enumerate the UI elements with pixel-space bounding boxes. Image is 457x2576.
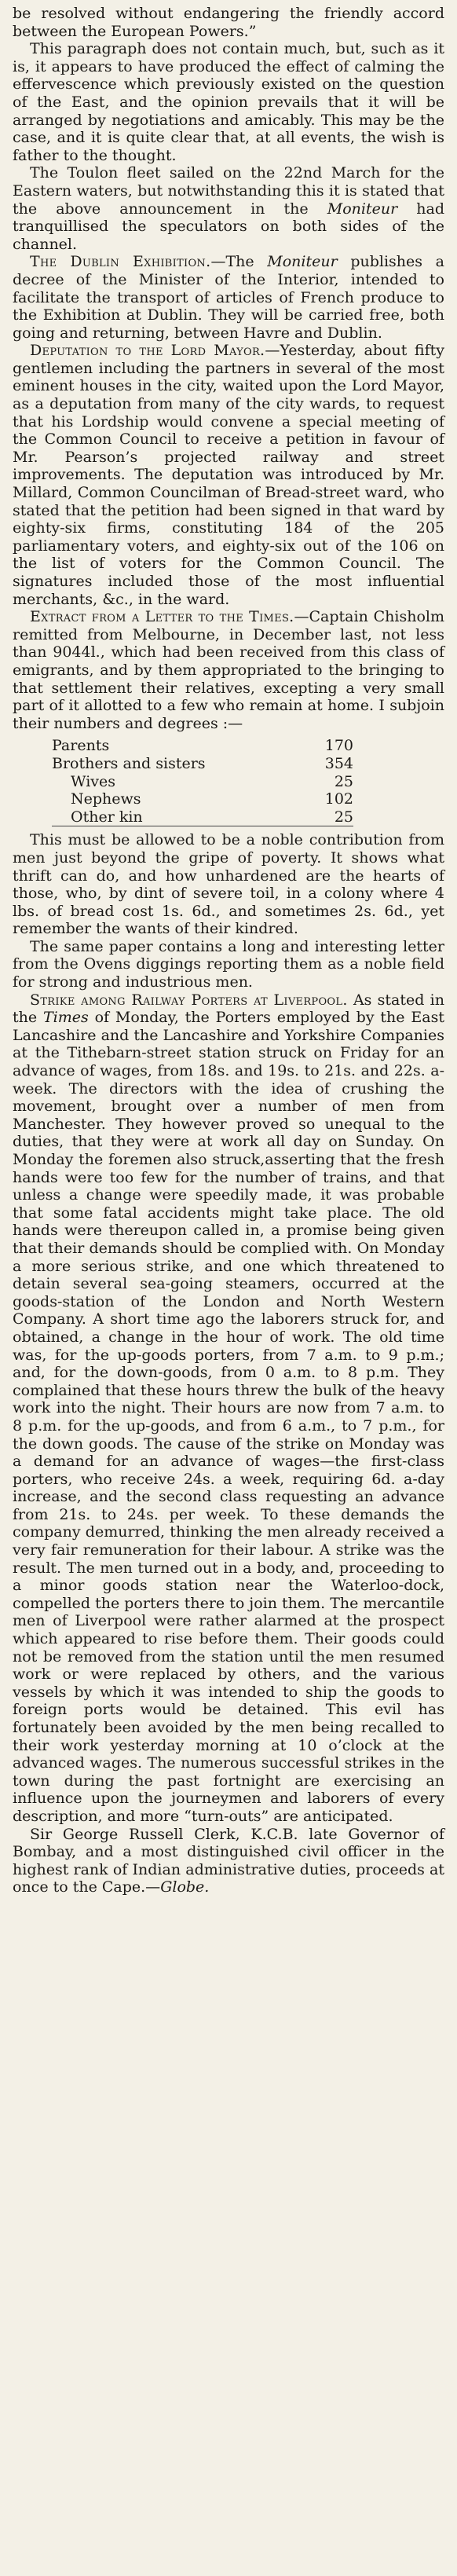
times-letter-heading: Extract from a Letter to the Times. — [30, 608, 294, 626]
paragraph-times-letter — [13, 608, 444, 732]
moniteur-title: Moniteur — [327, 200, 398, 218]
paragraph-george-clerk — [13, 1826, 444, 1896]
relative-count: 102 — [324, 790, 353, 808]
times-title: Times — [42, 1009, 89, 1027]
relative-count: 25 — [334, 772, 353, 790]
toulon-text-end: had tranquillised the speculators on both sides of the channel. — [13, 200, 445, 253]
dublin-exhibition-heading: The Dublin Exhibition. — [30, 253, 211, 271]
relative-name: Other kin — [52, 808, 322, 826]
railway-strike-body: of Monday, the Porters employed by the East Lancashire and the Lancashire and Yorkshire Companies at the Tithebarn-street station struck on Friday for an advance of wages, from 18s. and 19s. to 21s. and 22s. a-week. The directors with the idea of crushing the movement, brought over a number of men from Manchester. They however proved so unequal to the duties, that they were at work all day on Sunday. On Monday the foremen also struck,asserting that the fresh hands were too few for the number of trains, and that unless a change were speedily made, it was probable that some fatal accidents might take place. The old hands were thereupon called in, a promise being given that their demands should be complied with. On Monday a more serious strike, and one which threatened to detain several sea-going steamers, occurred at the goods-station of the London and North Western Company. A short time ago the laborers struck for, and obtained, a change in the hour of work. The old time was, for the up-goods porters, from 7 a.m. to 9 p.m.; and, for the down-goods, from 0 a.m. to 8 p.m. They complained that these hours threw the bulk of the heavy work into the night. Their hours are now from 7 a.m. to 8 p.m. for the up-goods, and from 6 a.m., to 7 p.m., for the down goods. The cause of the strike on Monday was a demand for an advance of wages—the first-class porters, who receive 24s. a week, requiring 6d. a-day increase, and the second class requesting an advance from 21s. to 24s. per week. To these demands the company demurred, thinking the men already received a very fair remuneration for their labour. A strike was the result. The men turned out in a body, and, proceeding to a minor goods station near the Waterloo-dock, compelled the porters there to join them. The mercantile men of Liverpool were rather alarmed at the prospect which appeared to rise before them. Their goods could not be removed from the station until the men resumed work or were replaced by others, and the various vessels by which it was intended to ship the goods to foreign ports would be detained. This evil has fortunately been avoided by the men being recalled to their work yesterday morning at 10 o’clock at the advanced wages. The numerous successful strikes in the town during the past fortnight are exercising an influence upon the journeymen and laborers of every description, and more “turn-outs” are anticipated. — [13, 1009, 444, 1825]
relative-count: 25 — [322, 808, 353, 826]
relatives-row — [52, 790, 353, 808]
dublin-dash: —The — [210, 253, 254, 271]
relative-name: Wives — [71, 772, 115, 790]
paragraph-ovens-diggings: The same paper contains a long and interesting letter from the Ovens diggings reporting them as a noble field for strong and industrious men. — [13, 937, 444, 991]
moniteur-title-2: Moniteur — [267, 253, 338, 271]
paragraph-toulon-fleet — [13, 164, 444, 253]
relative-name: Brothers and sisters — [52, 754, 206, 772]
relatives-table — [52, 737, 353, 826]
dublin-exhibition-body: publishes a decree of the Minister of the Interior, intended to facilitate the transport of articles of French produce to the Exhibition at Dublin. They will be carried free, both going and returning, between Havre and Dublin. — [13, 253, 444, 342]
paragraph-lord-mayor — [13, 342, 444, 608]
times-letter-body: —Captain Chisholm remitted from Melbourne, in December last, not less than 9044l., which had been received from this class of emigrants, and by them appropriated to the bringing to that settlement their relatives, excepting a very small part of it allotted to a few who remain at home. I subjoin their numbers and degrees :— — [13, 608, 445, 732]
lord-mayor-body: —Yesterday, about fifty gentlemen including the partners in several of the most eminent houses in the city, waited upon the Lord Mayor, as a deputation from many of the city wards, to request that his Lordship would convene a special meeting of the Common Council to receive a petition in favour of Mr. Pearson’s projected railway and street improvements. The deputation was introduced by Mr. Millard, Common Councilman of Bread-street ward, who stated that the petition had been signed in that ward by eighty-six firms, constituting 184 of the 205 parliamentary voters, and eighty-six out of the 106 on the list of voters for the Common Council. The signatures included those of the most influential merchants, &c., in the ward. — [13, 342, 444, 608]
paragraph-noble-contribution: This must be allowed to be a noble contribution from men just beyond the gripe of poverty. It shows what thrift can do, and how unhardened are the hearts of those, who, by dint of severe toil, in a colony where 4 lbs. of bread cost 1s. 6d., and sometimes 2s. 6d., yet remember the wants of their kindred. — [13, 831, 444, 938]
globe-source: Globe. — [160, 1878, 210, 1896]
paragraph-dublin-exhibition — [13, 253, 444, 342]
paragraph-railway-strike — [13, 991, 444, 1826]
paragraph-quote-end: be resolved without endangering the friendly accord between the European Powers.” — [13, 5, 444, 40]
relatives-row — [52, 808, 353, 826]
george-clerk-body: Sir George Russell Clerk, K.C.B. late Governor of Bombay, and a most distinguished civil officer in the highest rank of Indian administrative duties, proceeds at once to the Cape.— — [13, 1825, 444, 1896]
lord-mayor-heading: Deputation to the Lord Mayor. — [30, 342, 265, 360]
railway-strike-heading: Strike among Railway Porters at Liverpool. — [30, 991, 348, 1009]
relatives-row — [52, 755, 353, 773]
relative-count: 354 — [324, 754, 353, 772]
relative-name: Nephews — [71, 790, 141, 808]
railway-strike-intro: As stated in the — [13, 991, 444, 1027]
relatives-row — [52, 773, 353, 791]
relative-name: Parents — [52, 737, 110, 755]
relative-count: 170 — [324, 737, 353, 755]
toulon-text: The Toulon fleet sailed on the 22nd March for the Eastern waters, but notwithstanding this it is stated that the above announcement in the — [13, 164, 444, 218]
relatives-row — [52, 737, 353, 755]
paragraph-east-question: This paragraph does not contain much, but, such as it is, it appears to have produced the effect of calming the effervescence which previously existed on the question of the East, and the opinion prevails that it will be arranged by negotiations and amicably. This may be the case, and it is quite clear that, at all events, the wish is father to the thought. — [13, 40, 444, 164]
